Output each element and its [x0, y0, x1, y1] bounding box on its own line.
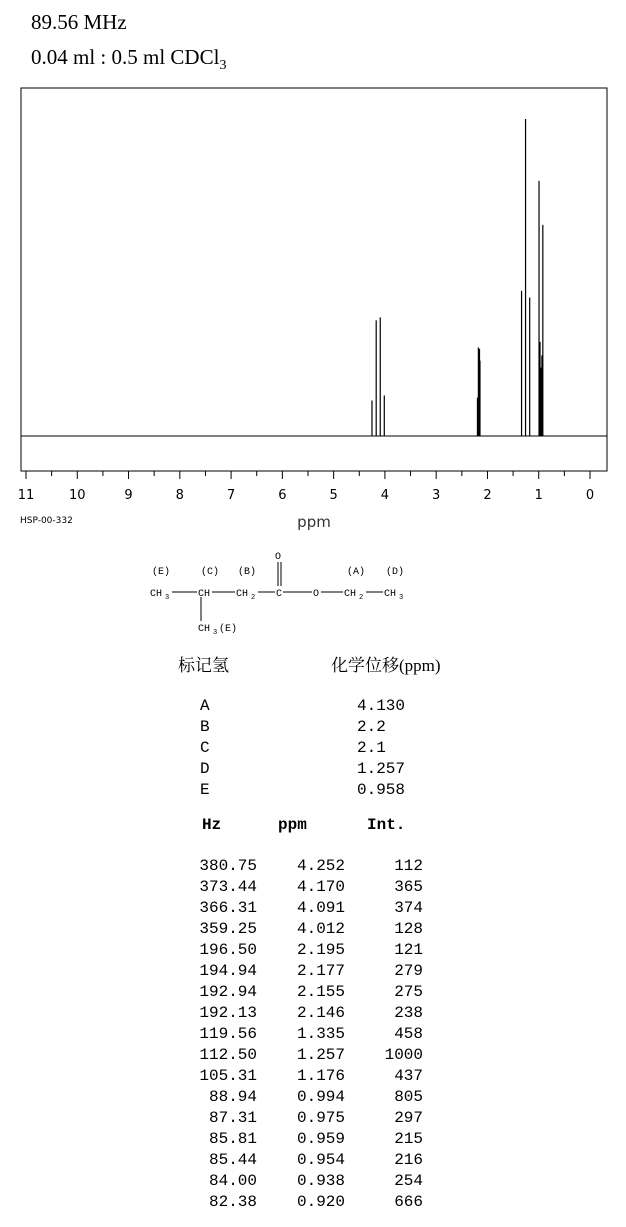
x-tick-label: 7 [226, 488, 236, 503]
peak-ppm-cell: 4.252 [296, 857, 345, 875]
peak-ppm-cell: 2.177 [296, 962, 345, 980]
peak-ppm-cell: 0.938 [296, 1172, 345, 1190]
atom-ch3-e-sub: 3 [165, 594, 170, 602]
atom-ch3-e: CH [150, 589, 163, 600]
peak-ppm-cell: 1.257 [296, 1046, 345, 1064]
shift-row-label: D [200, 760, 210, 778]
label-a: (A) [347, 567, 366, 578]
peak-hz-cell: 119.56 [199, 1025, 257, 1043]
peak-ppm-cell: 2.155 [296, 983, 345, 1001]
peak-hz-cell: 192.13 [199, 1004, 257, 1022]
peak-ppm-cell: 2.146 [296, 1004, 345, 1022]
peak-hz-cell: 112.50 [199, 1046, 257, 1064]
x-tick-label: 5 [329, 488, 338, 503]
peak-int-cell: 216 [394, 1151, 423, 1169]
peak-int-cell: 666 [394, 1193, 423, 1211]
shift-row-value: 2.1 [357, 739, 386, 757]
structure-diagram [140, 545, 440, 640]
peak-hz-cell: 380.75 [199, 857, 257, 875]
spectrum-code: HSP-00-332 [20, 516, 73, 526]
atom-ch2-b-sub: 2 [251, 594, 256, 602]
peak-int-cell: 297 [394, 1109, 423, 1127]
peak-ppm-cell: 0.975 [296, 1109, 345, 1127]
label-e: (E) [152, 567, 171, 578]
peak-int-cell: 128 [394, 920, 423, 938]
x-tick-label: 0 [585, 488, 595, 503]
atom-ch2-a: CH [344, 589, 357, 600]
peak-ppm-cell: 4.170 [296, 878, 345, 896]
atom-ch2-a-sub: 2 [359, 594, 364, 602]
x-tick-label: 3 [432, 488, 441, 503]
peak-hz-cell: 84.00 [208, 1172, 257, 1190]
atom-ch3-d: CH [384, 589, 397, 600]
peak-hz-cell: 105.31 [199, 1067, 257, 1085]
shift-row-value: 1.257 [357, 760, 406, 778]
peak-hz-cell: 87.31 [208, 1109, 257, 1127]
nmr-spectrum-chart [0, 0, 626, 540]
shift-row-label: B [200, 718, 210, 736]
peak-table-header-int: Int. [367, 816, 406, 834]
peak-int-cell: 279 [394, 962, 423, 980]
shift-table-header-label: 标记氢 [178, 656, 229, 675]
plot-frame [21, 88, 607, 471]
peak-table-header-hz: Hz [202, 816, 222, 834]
peak-ppm-cell: 1.176 [296, 1067, 345, 1085]
atom-ch3-branch-sub: 3 [213, 629, 218, 637]
sample-conditions-subscript: 3 [219, 58, 227, 73]
atom-ch3-d-sub: 3 [399, 594, 404, 602]
x-tick-label: 9 [124, 488, 133, 503]
sample-conditions-text: 0.04 ml : 0.5 ml CDCl [31, 45, 220, 69]
peak-hz-cell: 192.94 [199, 983, 257, 1001]
peak-hz-cell: 373.44 [199, 878, 257, 896]
peak-int-cell: 254 [394, 1172, 423, 1190]
peak-hz-cell: 85.44 [208, 1151, 257, 1169]
shift-row-label: E [200, 781, 210, 799]
peak-ppm-cell: 0.959 [296, 1130, 345, 1148]
shift-row-value: 0.958 [357, 781, 406, 799]
peak-int-cell: 112 [394, 857, 423, 875]
atom-carbonyl-c: C [276, 589, 283, 600]
x-tick-label: 2 [483, 488, 492, 503]
atom-ester-o: O [313, 589, 320, 600]
x-tick-label: 10 [68, 488, 86, 503]
atom-ch-c: CH [198, 589, 211, 600]
label-e-branch: (E) [219, 624, 238, 635]
carbonyl-oxygen: O [275, 552, 282, 563]
label-c: (C) [201, 567, 220, 578]
x-tick-label: 8 [175, 488, 184, 503]
peak-ppm-cell: 4.012 [296, 920, 345, 938]
peak-ppm-cell: 4.091 [296, 899, 345, 917]
x-axis-tick-labels [18, 488, 594, 503]
x-tick-label: 1 [534, 488, 543, 503]
peak-int-cell: 1000 [384, 1046, 423, 1064]
peak-hz-cell: 196.50 [199, 941, 257, 959]
x-tick-label: 6 [278, 488, 287, 503]
atom-ch2-b: CH [236, 589, 249, 600]
peak-int-cell: 805 [394, 1088, 423, 1106]
peak-int-cell: 458 [394, 1025, 423, 1043]
peak-int-cell: 374 [394, 899, 423, 917]
peak-ppm-cell: 1.335 [296, 1025, 345, 1043]
peak-hz-cell: 85.81 [208, 1130, 257, 1148]
spectrometer-frequency: 89.56 MHz [31, 10, 127, 34]
peak-hz-cell: 82.38 [208, 1193, 257, 1211]
peak-int-cell: 238 [394, 1004, 423, 1022]
x-tick-label: 11 [17, 488, 35, 503]
peak-int-cell: 365 [394, 878, 423, 896]
peak-ppm-cell: 0.920 [296, 1193, 345, 1211]
peak-hz-cell: 194.94 [199, 962, 257, 980]
shift-row-value: 4.130 [357, 697, 406, 715]
peak-hz-cell: 366.31 [199, 899, 257, 917]
spectrum-peaks [372, 119, 543, 436]
atom-ch3-branch: CH [198, 624, 211, 635]
x-axis-ticks [26, 471, 590, 479]
peak-table-header-ppm: ppm [278, 816, 307, 834]
peak-int-cell: 437 [394, 1067, 423, 1085]
peak-hz-cell: 88.94 [208, 1088, 257, 1106]
peak-int-cell: 121 [394, 941, 423, 959]
peak-hz-cell: 359.25 [199, 920, 257, 938]
shift-row-value: 2.2 [357, 718, 386, 736]
peak-int-cell: 275 [394, 983, 423, 1001]
peak-ppm-cell: 0.954 [296, 1151, 345, 1169]
x-axis-label: ppm [297, 513, 331, 531]
peak-ppm-cell: 2.195 [296, 941, 345, 959]
peak-ppm-cell: 0.994 [296, 1088, 345, 1106]
shift-row-label: C [200, 739, 210, 757]
label-d: (D) [386, 567, 405, 578]
shift-table-header-shift: 化学位移(ppm) [331, 656, 441, 675]
shift-row-label: A [200, 697, 210, 715]
x-tick-label: 4 [380, 488, 390, 503]
label-b: (B) [238, 567, 257, 578]
peak-int-cell: 215 [394, 1130, 423, 1148]
